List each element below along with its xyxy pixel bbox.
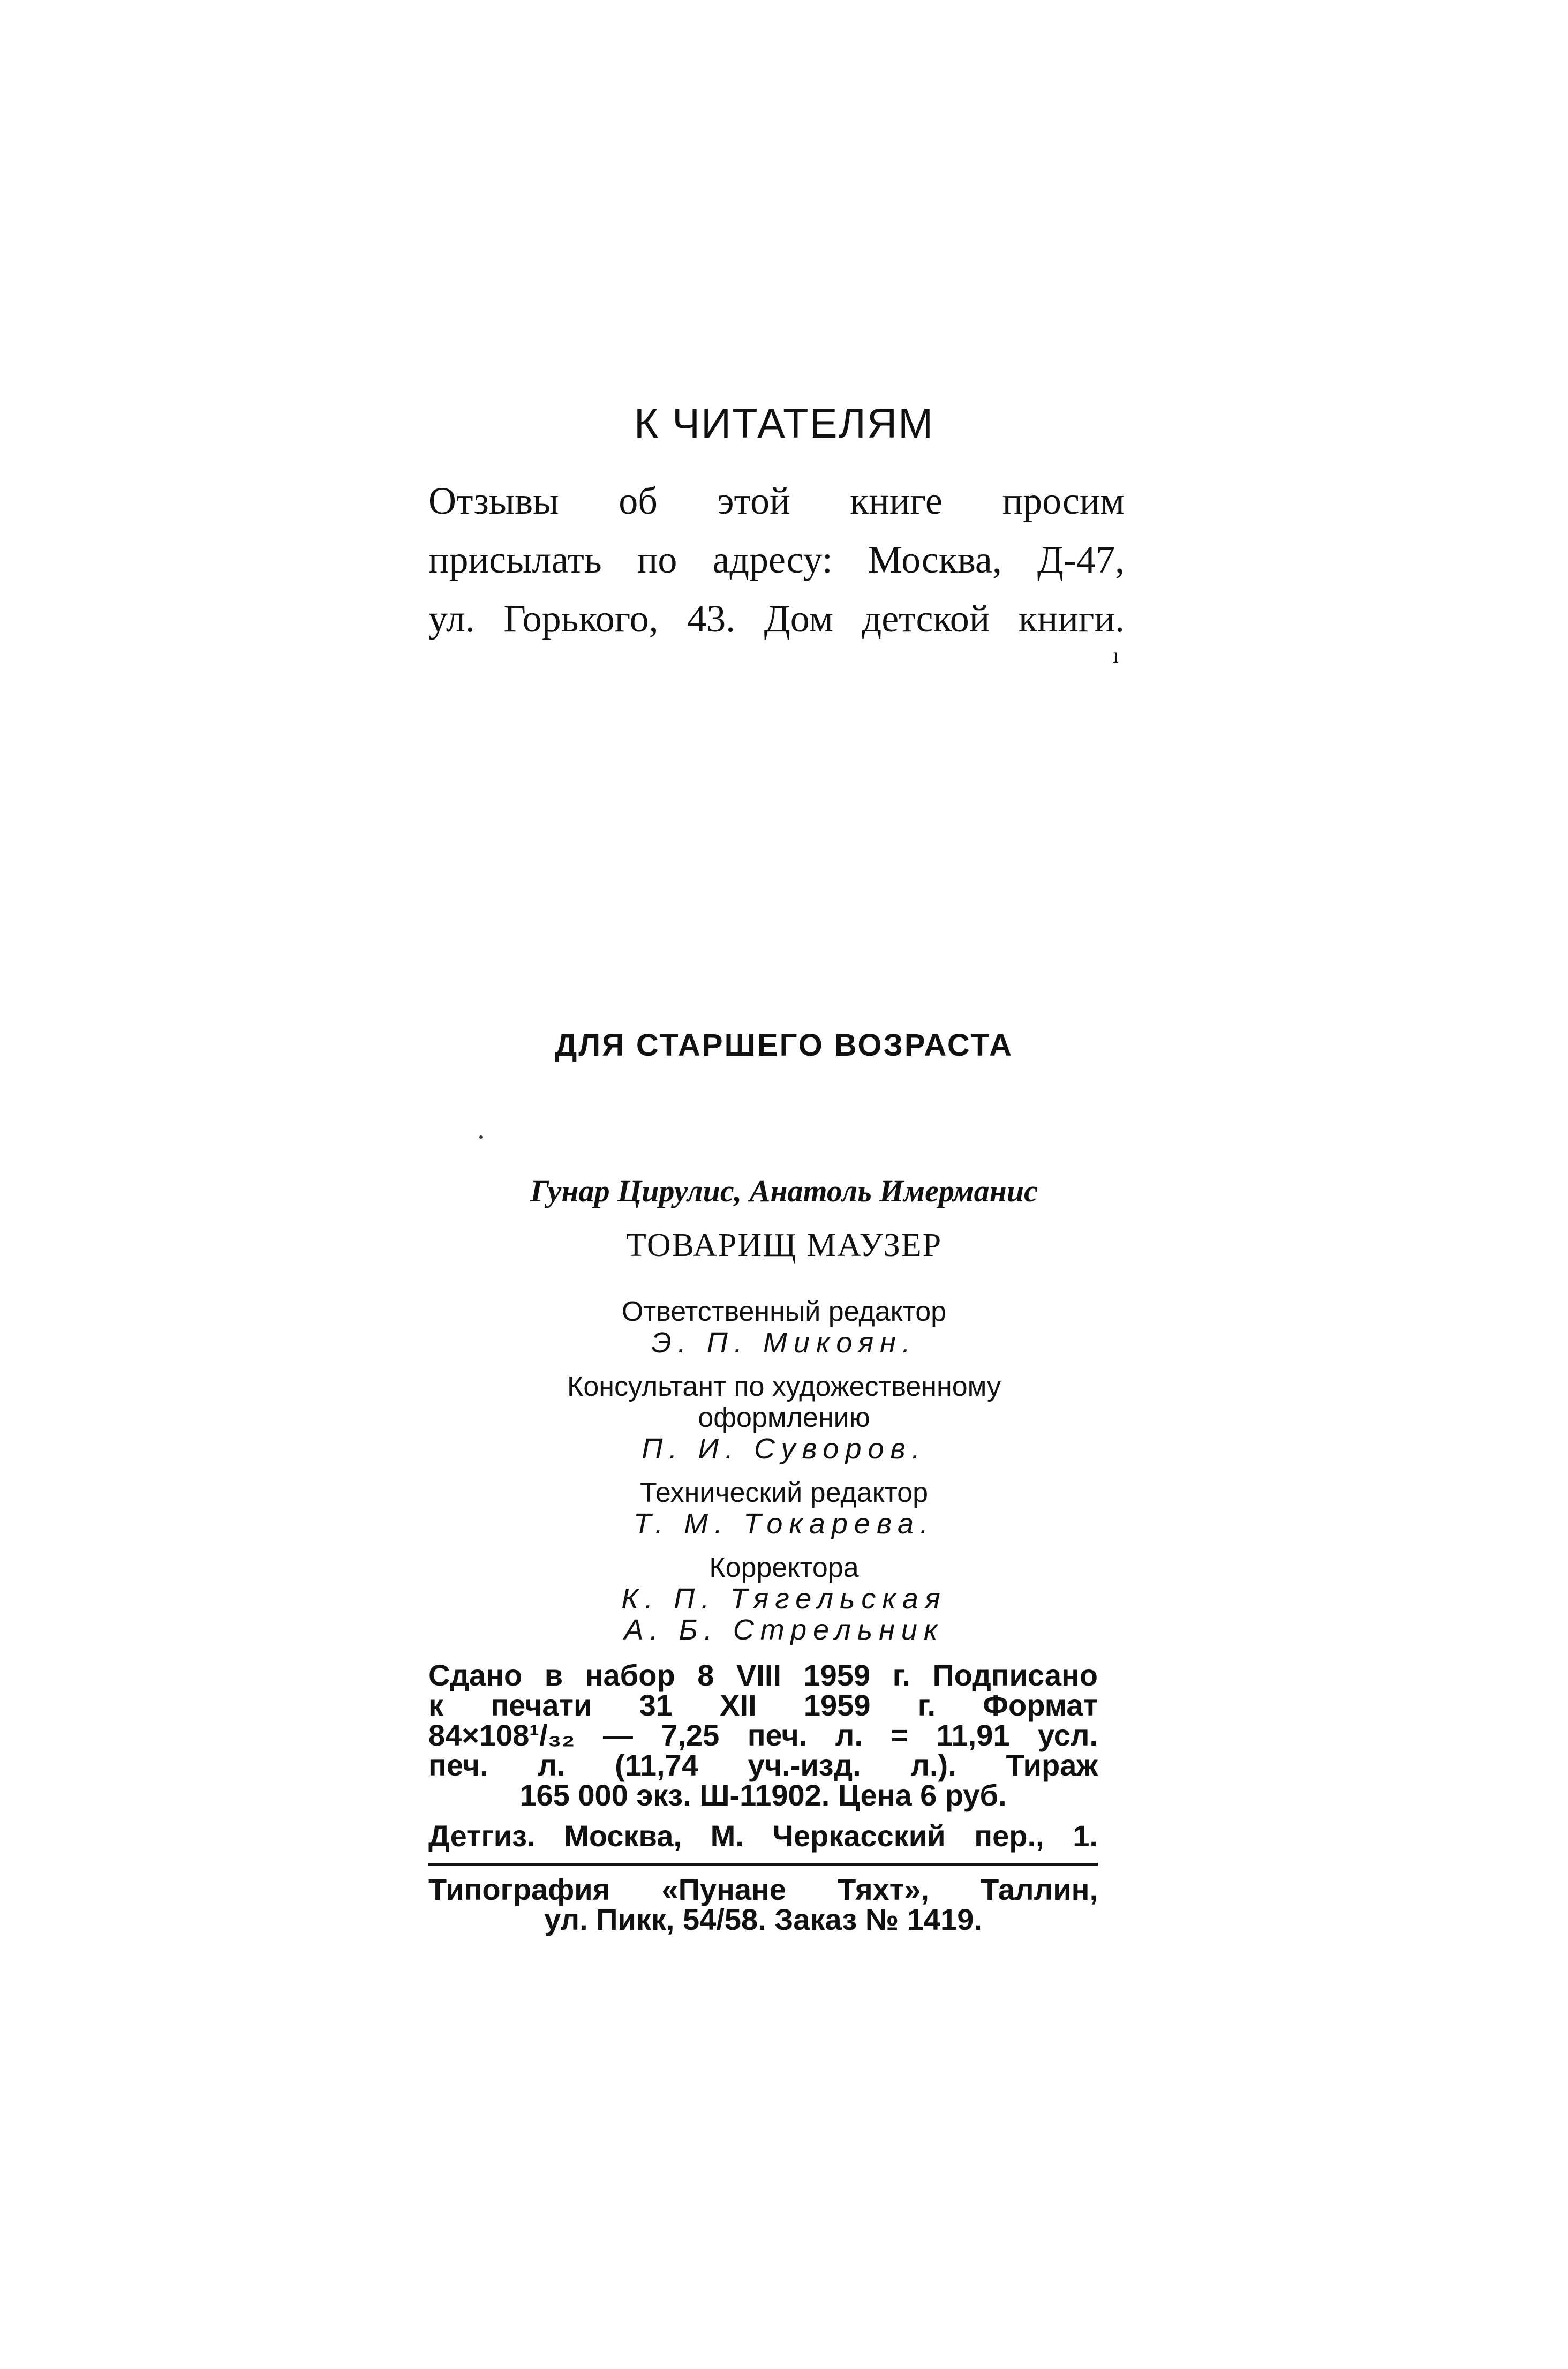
publisher-line <box>428 1821 1098 1851</box>
editor-name: Э. П. Микоян. <box>651 1327 917 1359</box>
to-readers-title: К ЧИТАТЕЛЯМ <box>634 400 934 447</box>
audience-label: ДЛЯ СТАРШЕГО ВОЗРАСТА <box>555 1028 1013 1063</box>
to-readers-line: Отзывы об этой книге просим <box>428 479 1125 522</box>
to-readers-line: присылать по адресу: Москва, Д-47, <box>428 538 1125 581</box>
imprint-line: Сдано в набор 8 VIII 1959 г. Подписано <box>428 1658 1098 1692</box>
authors: Гунар Цирулис, Анатоль Имерманис <box>530 1174 1038 1208</box>
stray-mark: ı <box>1113 643 1119 667</box>
imprint-details <box>428 1660 1098 1810</box>
imprint-line: печ. л. (11,74 уч.-изд. л.). Тираж <box>428 1748 1098 1782</box>
to-readers-text <box>428 471 1125 648</box>
imprint-line: к печати 31 XII 1959 г. Формат <box>428 1688 1098 1722</box>
tech-editor-role: Технический редактор <box>639 1477 929 1508</box>
printer-line: ул. Пикк, 54/58. Заказ № 1419. <box>544 1902 982 1936</box>
consultant-role-cont: оформлению <box>698 1402 870 1433</box>
imprint-line: 84×108¹/₃₂ — 7,25 печ. л. = 11,91 усл. <box>428 1718 1098 1752</box>
divider-rule <box>428 1863 1098 1866</box>
publisher-text: Детгиз. Москва, М. Черкасский пер., 1. <box>428 1819 1098 1853</box>
print-speck <box>479 1135 483 1139</box>
editor-role: Ответственный редактор <box>621 1296 947 1327</box>
imprint-line: 165 000 экз. Ш-11902. Цена 6 руб. <box>519 1778 1007 1812</box>
printer-line: Типография «Пунане Тяхт», Таллин, <box>428 1872 1098 1906</box>
tech-editor-name: Т. М. Токарева. <box>633 1508 935 1540</box>
proofreader-name: А. Б. Стрельник <box>624 1614 944 1646</box>
proofreaders-role: Корректора <box>709 1552 859 1583</box>
consultant-role: Консультант по художественному <box>567 1371 1001 1402</box>
proofreader-name: К. П. Тягельская <box>621 1583 947 1615</box>
book-title: ТОВАРИЩ МАУЗЕР <box>625 1227 943 1264</box>
printer-info <box>428 1872 1098 1936</box>
to-readers-line: ул. Горького, 43. Дом детской книги. <box>428 597 1125 640</box>
consultant-name: П. И. Суворов. <box>642 1433 926 1465</box>
